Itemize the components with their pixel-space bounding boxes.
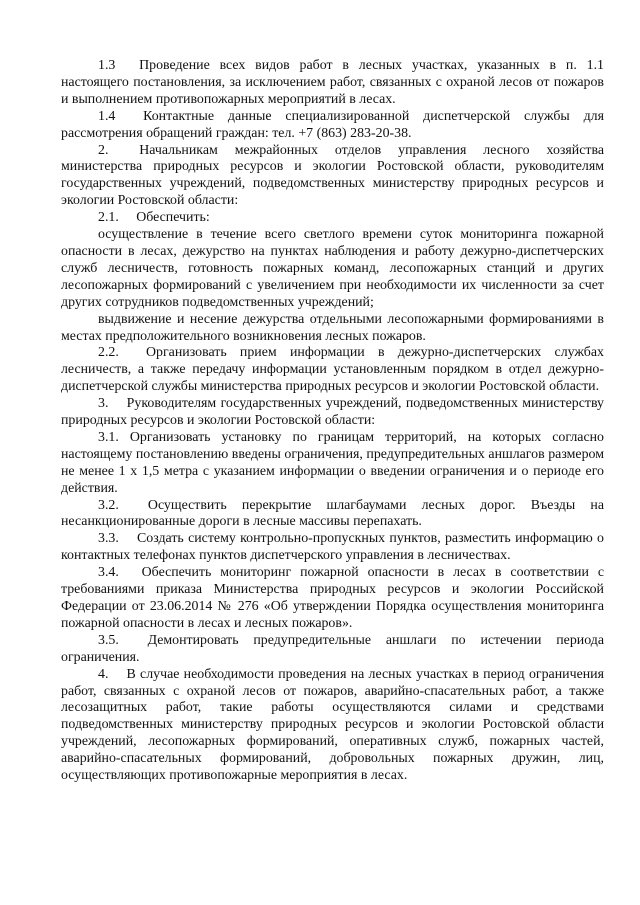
paragraph-2: 2. Начальникам межрайонных отделов управления лесного хозяйства министерства природных ресурсов и экологии Ростовской области, руководителям государственных учреждений, подведомственных министерству природных ресурсов и экологии Ростовской области: — [61, 142, 604, 209]
paragraph-3-1: 3.1. Организовать установку по границам территорий, на которых согласно настоящему постановлению введены ограничения, предупредительных аншлагов размером не менее 1 х 1,5 метра с указанием информации о введении ограничения и о периоде его действия. — [61, 429, 604, 496]
paragraph-2-1: 2.1. Обеспечить: — [98, 210, 210, 226]
paragraph-1-4: 1.4 Контактные данные специализированной диспетчерской службы для рассмотрения обращений граждан: тел. +7 (863) 283-20-38. — [61, 108, 604, 141]
paragraph-2-1-item-2: выдвижение и несение дежурства отдельными лесопожарными формированиями в местах предположительного возникновения лесных пожаров. — [61, 311, 604, 344]
paragraph-4: 4. В случае необходимости проведения на лесных участках в период ограничения работ, связанных с охраной лесов от пожаров, аварийно-спасательных работ, а также лесозащитных работ, такие работы осуществляются силами и средствами подведомственных министерству природных ресурсов и экологии Ростовской области учреждений, лесопожарных формирований, оперативных служб, пожарных частей, аварийно-спасательных формирований, добровольных пожарных дружин, лиц, осуществляющих противопожарные мероприятия в лесах. — [61, 666, 604, 784]
paragraph-3-4: 3.4. Обеспечить мониторинг пожарной опасности в лесах в соответствии с требованиями приказа Министерства природных ресурсов и экологии Российской Федерации от 23.06.2014 № 276 «Об утверждении Порядка осуществления мониторинга пожарной опасности в лесах и лесных пожаров». — [61, 565, 604, 631]
paragraph-3: 3. Руководителям государственных учреждений, подведомственных министерству природных ресурсов и экологии Ростовской области: — [61, 396, 604, 429]
paragraph-2-2: 2.2. Организовать прием информации в дежурно-диспетчерских службах лесничеств, а также передачу информации установленным порядком в отдел дежурно-диспетчерской службы министерства природных ресурсов и экологии Ростовской области. — [61, 345, 604, 395]
paragraph-1-3: 1.3 Проведение всех видов работ в лесных участках, указанных в п. 1.1 настоящего постановления, за исключением работ, связанных с охраной лесов от пожаров и выполнением противопожарных мероприятий в лесах. — [61, 58, 604, 107]
paragraph-3-3: 3.3. Создать систему контрольно-пропускных пунктов, разместить информацию о контактных телефонах пунктов диспетчерского управления в лесничествах. — [61, 531, 604, 564]
paragraph-3-5: 3.5. Демонтировать предупредительные аншлаги по истечении периода ограничения. — [61, 632, 604, 665]
paragraph-3-2: 3.2. Осуществить перекрытие шлагбаумами лесных дорог. Въезды на несанкционированные дороги в лесные массивы перепахать. — [61, 497, 604, 530]
paragraph-2-1-item-1: осуществление в течение всего светлого времени суток мониторинга пожарной опасности в лесах, дежурство на пунктах наблюдения и работу дежурно-диспетчерских служб лесничеств, готовность пожарных команд, лесопожарных станций и других лесопожарных формирований с увеличением при необходимости их численности за счет других сотрудников подведомственных учреждений; — [61, 227, 604, 310]
